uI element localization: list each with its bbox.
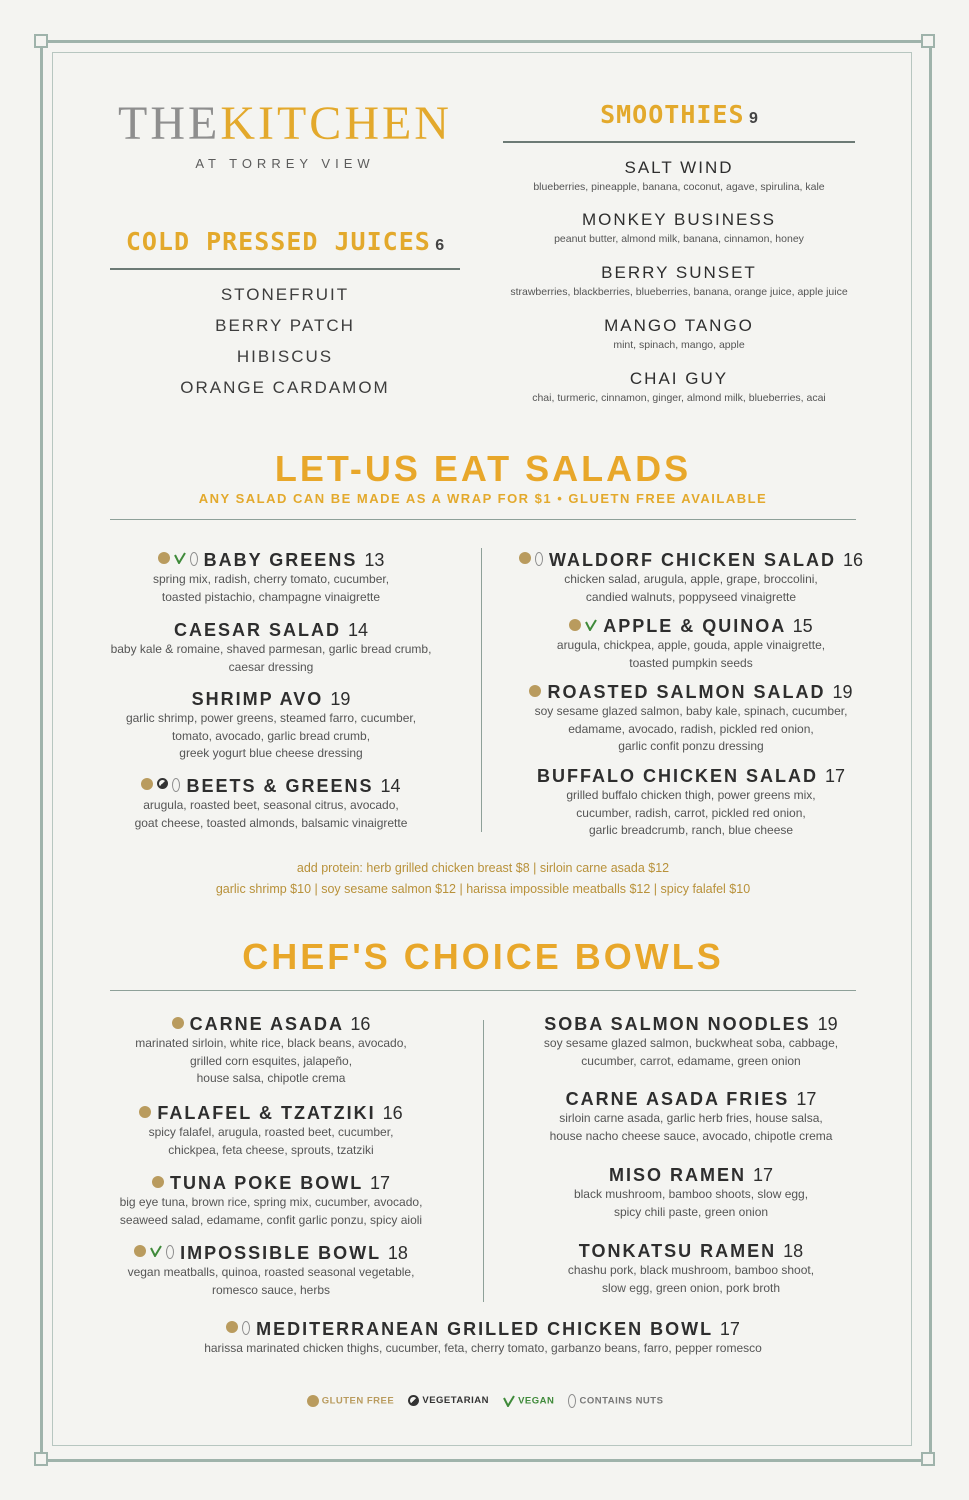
bowl-name: TONKATSU RAMEN — [578, 1241, 777, 1261]
salad-price: 15 — [792, 616, 813, 636]
salad-desc: garlic shrimp, power greens, steamed farro, cucumber, — [125, 711, 417, 725]
bowl-desc: cucumber, carrot, edamame, green onion — [581, 1053, 801, 1068]
bowl-desc: spicy chili paste, green onion — [613, 1204, 769, 1219]
bowl-name: TUNA POKE BOWL — [169, 1173, 363, 1193]
salad-name: WALDORF CHICKEN SALAD — [548, 550, 836, 570]
juices-list — [110, 285, 460, 409]
smoothies-heading — [503, 100, 855, 129]
salad-name: BEETS & GREENS — [186, 776, 374, 796]
bowl-desc: chashu pork, black mushroom, bamboo shoot, — [567, 1263, 815, 1277]
juices-price: 6 — [435, 237, 445, 254]
vegan-icon — [174, 552, 186, 564]
salad-desc: toasted pumpkin seeds — [629, 655, 753, 670]
salad-price: 17 — [824, 766, 846, 786]
smoothie-desc: chai, turmeric, cinnamon, ginger, almond milk, blueberries, acai — [532, 392, 826, 404]
salad-item — [90, 619, 452, 676]
salad-desc: caesar dressing — [228, 659, 314, 674]
salad-item — [90, 549, 452, 606]
salad-price: 19 — [330, 689, 351, 709]
juices-heading — [110, 227, 460, 256]
bowl-desc: vegan meatballs, quinoa, roasted seasonal vegetable, — [127, 1265, 415, 1279]
salad-name: BABY GREENS — [203, 550, 358, 570]
salad-name: SHRIMP AVO — [191, 689, 324, 709]
salads-column-divider — [481, 548, 482, 832]
juice-item: ORANGE CARDAMOM — [180, 378, 390, 397]
bowl-item — [110, 1318, 856, 1358]
smoothies-title: SMOOTHIES — [600, 100, 745, 129]
legend-contains-nuts: CONTAINS NUTS — [579, 1395, 664, 1407]
salad-item — [500, 681, 882, 756]
gluten-free-icon — [529, 685, 541, 697]
bowl-desc: harissa marinated chicken thighs, cucumber, feta, cherry tomato, garbanzo beans, farro, pepper romesco — [204, 1341, 762, 1355]
frame-corner — [921, 34, 935, 48]
bowl-desc: marinated sirloin, white rice, black beans, avocado, — [135, 1036, 407, 1050]
juices-rule — [110, 268, 460, 270]
bowls-column-divider — [483, 1020, 484, 1302]
bowls-rule — [110, 990, 856, 991]
bowl-desc: house nacho cheese sauce, avocado, chipotle crema — [549, 1128, 833, 1143]
salad-desc: garlic confit ponzu dressing — [618, 739, 764, 753]
salad-desc: chicken salad, arugula, apple, grape, broccolini, — [564, 572, 818, 586]
salads-title: LET-US EAT SALADS — [274, 448, 692, 489]
contains-nuts-icon — [568, 1394, 576, 1408]
bowl-name: SOBA SALMON NOODLES — [544, 1014, 811, 1034]
gluten-free-icon — [307, 1395, 319, 1407]
salad-name: APPLE & QUINOA — [603, 616, 786, 636]
legend-vegetarian: VEGETARIAN — [422, 1395, 489, 1407]
bowl-desc: spicy falafel, arugula, roasted beet, cucumber, — [148, 1125, 394, 1139]
juice-item: STONEFRUIT — [220, 285, 350, 304]
smoothie-item — [480, 209, 878, 249]
salad-price: 14 — [380, 776, 401, 796]
bowl-price: 16 — [382, 1103, 403, 1123]
brand-logo — [110, 98, 460, 171]
frame-corner — [34, 34, 48, 48]
gluten-free-icon — [172, 1017, 184, 1029]
gluten-free-icon — [226, 1321, 238, 1333]
bowl-item — [500, 1013, 882, 1070]
bowl-price: 17 — [752, 1165, 774, 1185]
bowl-price: 17 — [719, 1319, 740, 1339]
legend-vegan: VEGAN — [518, 1395, 555, 1407]
bowl-desc: romesco sauce, herbs — [211, 1282, 331, 1297]
smoothie-item — [480, 368, 878, 408]
salad-desc: toasted pistachio, champagne vinaigrette — [161, 589, 381, 604]
gluten-free-icon — [141, 778, 153, 790]
bowl-desc: grilled corn esquites, jalapeño, — [189, 1053, 353, 1068]
gluten-free-icon — [139, 1106, 151, 1118]
bowl-desc: sirloin carne asada, garlic herb fries, house salsa, — [559, 1111, 823, 1125]
smoothies-price: 9 — [749, 110, 758, 127]
juice-item: BERRY PATCH — [215, 316, 355, 335]
smoothie-name: SALT WIND — [624, 158, 734, 177]
legend-gluten-free: GLUTEN FREE — [321, 1395, 395, 1407]
salad-name: ROASTED SALMON SALAD — [547, 682, 826, 702]
bowl-item — [90, 1102, 452, 1159]
smoothie-name: BERRY SUNSET — [601, 263, 757, 282]
smoothie-item — [480, 315, 878, 355]
contains-nuts-icon — [190, 552, 198, 566]
bowl-desc: slow egg, green onion, pork broth — [601, 1280, 781, 1295]
salad-price: 19 — [832, 682, 853, 702]
brand-kitchen: KITCHEN — [220, 97, 452, 150]
salad-desc: arugula, roasted beet, seasonal citrus, avocado, — [143, 798, 399, 812]
vegan-icon — [585, 619, 597, 631]
salad-price: 13 — [364, 550, 385, 570]
salad-desc: grilled buffalo chicken thigh, power greens mix, — [566, 788, 816, 802]
bowl-price: 17 — [796, 1089, 817, 1109]
bowl-item — [90, 1242, 452, 1299]
vegetarian-icon — [157, 778, 168, 789]
salad-desc: garlic breadcrumb, ranch, blue cheese — [588, 823, 794, 837]
bowl-price: 19 — [817, 1014, 838, 1034]
bowl-name: CARNE ASADA — [189, 1014, 344, 1034]
bowl-name: FALAFEL & TZATZIKI — [157, 1103, 376, 1123]
bowl-desc: house salsa, chipotle crema — [196, 1071, 346, 1085]
gluten-free-icon — [519, 552, 531, 564]
salad-item — [500, 765, 882, 840]
salads-rule — [110, 519, 856, 520]
brand-location: AT TORREY VIEW — [195, 156, 375, 171]
salads-subtitle: ANY SALAD CAN BE MADE AS A WRAP FOR $1 • GLUETN FREE AVAILABLE — [198, 491, 768, 506]
bowl-price: 18 — [783, 1241, 804, 1261]
salad-item — [90, 775, 452, 832]
juices-title: COLD PRESSED JUICES — [125, 227, 431, 256]
bowl-desc: black mushroom, bamboo shoots, slow egg, — [573, 1187, 809, 1201]
salad-desc: edamame, avocado, radish, pickled red onion, — [568, 721, 814, 736]
smoothie-item — [480, 157, 878, 197]
gluten-free-icon — [134, 1245, 146, 1257]
brand-the: THE — [118, 97, 221, 150]
bowl-name: CARNE ASADA FRIES — [565, 1089, 790, 1109]
smoothies-rule — [503, 141, 855, 143]
bowl-desc: soy sesame glazed salmon, buckwheat soba, cabbage, — [543, 1036, 839, 1050]
protein-addons-line1: add protein: herb grilled chicken breast $8 | sirloin carne asada $12 — [296, 861, 670, 875]
bowl-price: 17 — [369, 1173, 391, 1193]
bowl-desc: seaweed salad, edamame, confit garlic ponzu, spicy aioli — [119, 1212, 423, 1227]
salad-desc: arugula, chickpea, apple, gouda, apple vinaigrette, — [556, 638, 826, 652]
contains-nuts-icon — [172, 778, 180, 792]
salad-desc: tomato, avocado, garlic bread crumb, — [171, 728, 371, 743]
bowl-price: 18 — [387, 1243, 408, 1263]
frame-corner — [34, 1452, 48, 1466]
bowl-item — [500, 1088, 882, 1145]
bowl-desc: big eye tuna, brown rice, spring mix, cucumber, avocado, — [119, 1195, 423, 1209]
bowl-item — [90, 1013, 452, 1088]
smoothie-desc: strawberries, blackberries, blueberries, banana, orange juice, apple juice — [510, 286, 848, 298]
bowl-item — [90, 1172, 452, 1229]
salad-price: 16 — [842, 550, 864, 570]
salad-desc: spring mix, radish, cherry tomato, cucumber, — [152, 572, 390, 586]
juice-item: HIBISCUS — [236, 347, 334, 366]
salad-desc: candied walnuts, poppyseed vinaigrette — [585, 589, 797, 604]
smoothie-desc: peanut butter, almond milk, banana, cinnamon, honey — [554, 233, 804, 245]
salad-desc: goat cheese, toasted almonds, balsamic vinaigrette — [134, 815, 408, 830]
salad-item — [500, 549, 882, 606]
smoothie-name: MONKEY BUSINESS — [581, 210, 777, 229]
salad-desc: soy sesame glazed salmon, baby kale, spinach, cucumber, — [534, 704, 848, 718]
bowl-name: IMPOSSIBLE BOWL — [180, 1243, 381, 1263]
gluten-free-icon — [158, 552, 170, 564]
frame-corner — [921, 1452, 935, 1466]
contains-nuts-icon — [535, 552, 543, 566]
salad-name: BUFFALO CHICKEN SALAD — [536, 766, 818, 786]
salad-price: 14 — [348, 620, 369, 640]
protein-addons-line2: garlic shrimp $10 | soy sesame salmon $12 | harissa impossible meatballs $12 | spicy falafel $10 — [215, 882, 751, 896]
contains-nuts-icon — [166, 1245, 174, 1259]
smoothie-item — [480, 262, 878, 302]
contains-nuts-icon — [242, 1321, 250, 1335]
salad-desc: cucumber, radish, carrot, pickled red onion, — [576, 805, 806, 820]
smoothie-name: CHAI GUY — [629, 369, 729, 388]
smoothie-desc: mint, spinach, mango, apple — [613, 339, 745, 351]
vegan-icon — [503, 1395, 515, 1407]
salad-desc: greek yogurt blue cheese dressing — [179, 746, 363, 760]
bowl-item — [500, 1164, 882, 1221]
gluten-free-icon — [152, 1176, 164, 1188]
bowl-name: MISO RAMEN — [608, 1165, 746, 1185]
bowl-item — [500, 1240, 882, 1297]
gluten-free-icon — [569, 619, 581, 631]
salad-name: CAESAR SALAD — [173, 620, 341, 640]
bowls-title: CHEF'S CHOICE BOWLS — [242, 936, 724, 977]
salad-item — [90, 688, 452, 763]
smoothie-name: MANGO TANGO — [604, 316, 754, 335]
vegan-icon — [150, 1245, 162, 1257]
smoothie-desc: blueberries, pineapple, banana, coconut, agave, spirulina, kale — [533, 181, 825, 193]
bowl-price: 16 — [350, 1014, 371, 1034]
bowl-name: MEDITERRANEAN GRILLED CHICKEN BOWL — [256, 1319, 713, 1339]
dietary-legend — [300, 1394, 670, 1408]
salad-item — [500, 615, 882, 672]
salad-desc: baby kale & romaine, shaved parmesan, garlic bread crumb, — [110, 642, 432, 656]
vegetarian-icon — [408, 1395, 419, 1406]
bowl-desc: chickpea, feta cheese, sprouts, tzatziki — [168, 1142, 374, 1157]
